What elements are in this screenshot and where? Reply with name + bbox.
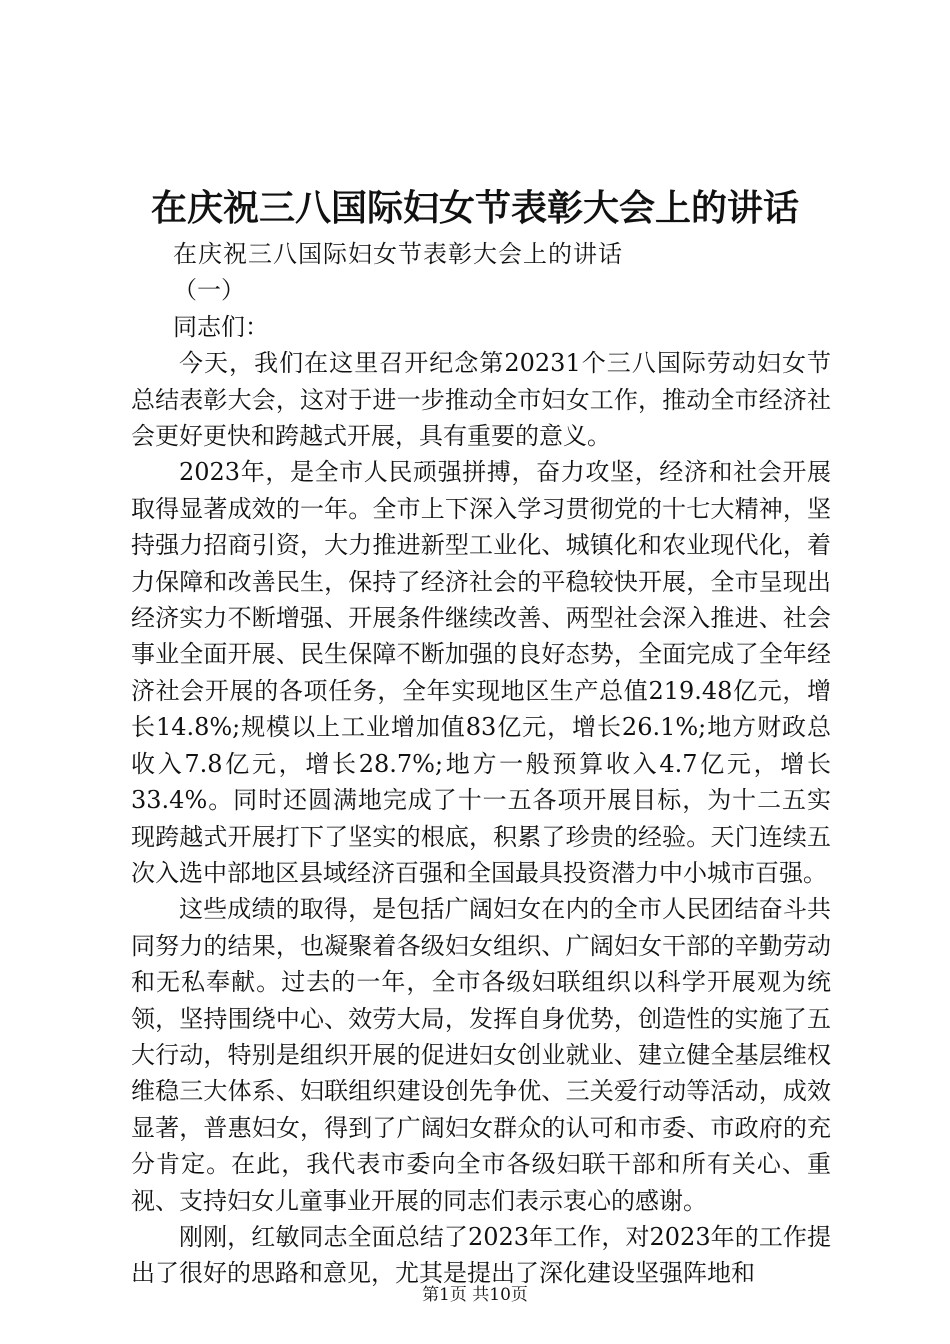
document-body [131, 236, 831, 1292]
page-footer: 第1页 共10页 [422, 1285, 528, 1305]
salutation: 同志们： [173, 312, 269, 341]
section-marker: （一） [173, 276, 245, 305]
document-subtitle: 在庆祝三八国际妇女节表彰大会上的讲话 [173, 240, 623, 268]
paragraph: 今天，我们在这里召开纪念第20231个三八国际劳动妇女节总结表彰大会，这对于进一步推动全市妇女工作，推动全市经济社会更好更快和跨越式开展，具有重要的意义。 [131, 349, 831, 451]
paragraph: 2023年，是全市人民顽强拼搏，奋力攻坚，经济和社会开展取得显著成效的一年。全市上下深入学习贯彻党的十七大精神，坚持强力招商引资，大力推进新型工业化、城镇化和农业现代化，着力保障和改善民生，保持了经济社会的平稳较快开展，全市呈现出经济实力不断增强、开展条件继续改善、两型社会深入推进、社会事业全面开展、民生保障不断加强的良好态势，全面完成了全年经济社会开展的各项任务，全年实现地区生产总值219.48亿元，增长14.8%;规模以上工业增加值83亿元，增长26.1%;地方财政总收入7.8亿元，增长28.7%;地方一般预算收入4.7亿元，增长33.4%。同时还圆满地完成了十一五各项开展目标，为十二五实现跨越式开展打下了坚实的根底，积累了珍贵的经验。天门连续五次入选中部地区县域经济百强和全国最具投资潜力中小城市百强。 [131, 458, 831, 887]
document-title: 在庆祝三八国际妇女节表彰大会上的讲话 [150, 187, 799, 229]
paragraph: 刚刚，红敏同志全面总结了2023年工作，对2023年的工作提出了很好的思路和意见，尤其是提出了深化建设坚强阵地和 [131, 1222, 831, 1288]
paragraph: 这些成绩的取得，是包括广阔妇女在内的全市人民团结奋斗共同努力的结果，也凝聚着各级妇女组织、广阔妇女干部的辛勤劳动和无私奉献。过去的一年，全市各级妇联组织以科学开展观为统领，坚持围绕中心、效劳大局，发挥自身优势，创造性的实施了五大行动，特别是组织开展的促进妇女创业就业、建立健全基层维权维稳三大体系、妇联组织建设创先争优、三关爱行动等活动，成效显著，普惠妇女，得到了广阔妇女群众的认可和市委、市政府的充分肯定。在此，我代表市委向全市各级妇联干部和所有关心、重视、支持妇女儿童事业开展的同志们表示衷心的感谢。 [131, 895, 831, 1215]
